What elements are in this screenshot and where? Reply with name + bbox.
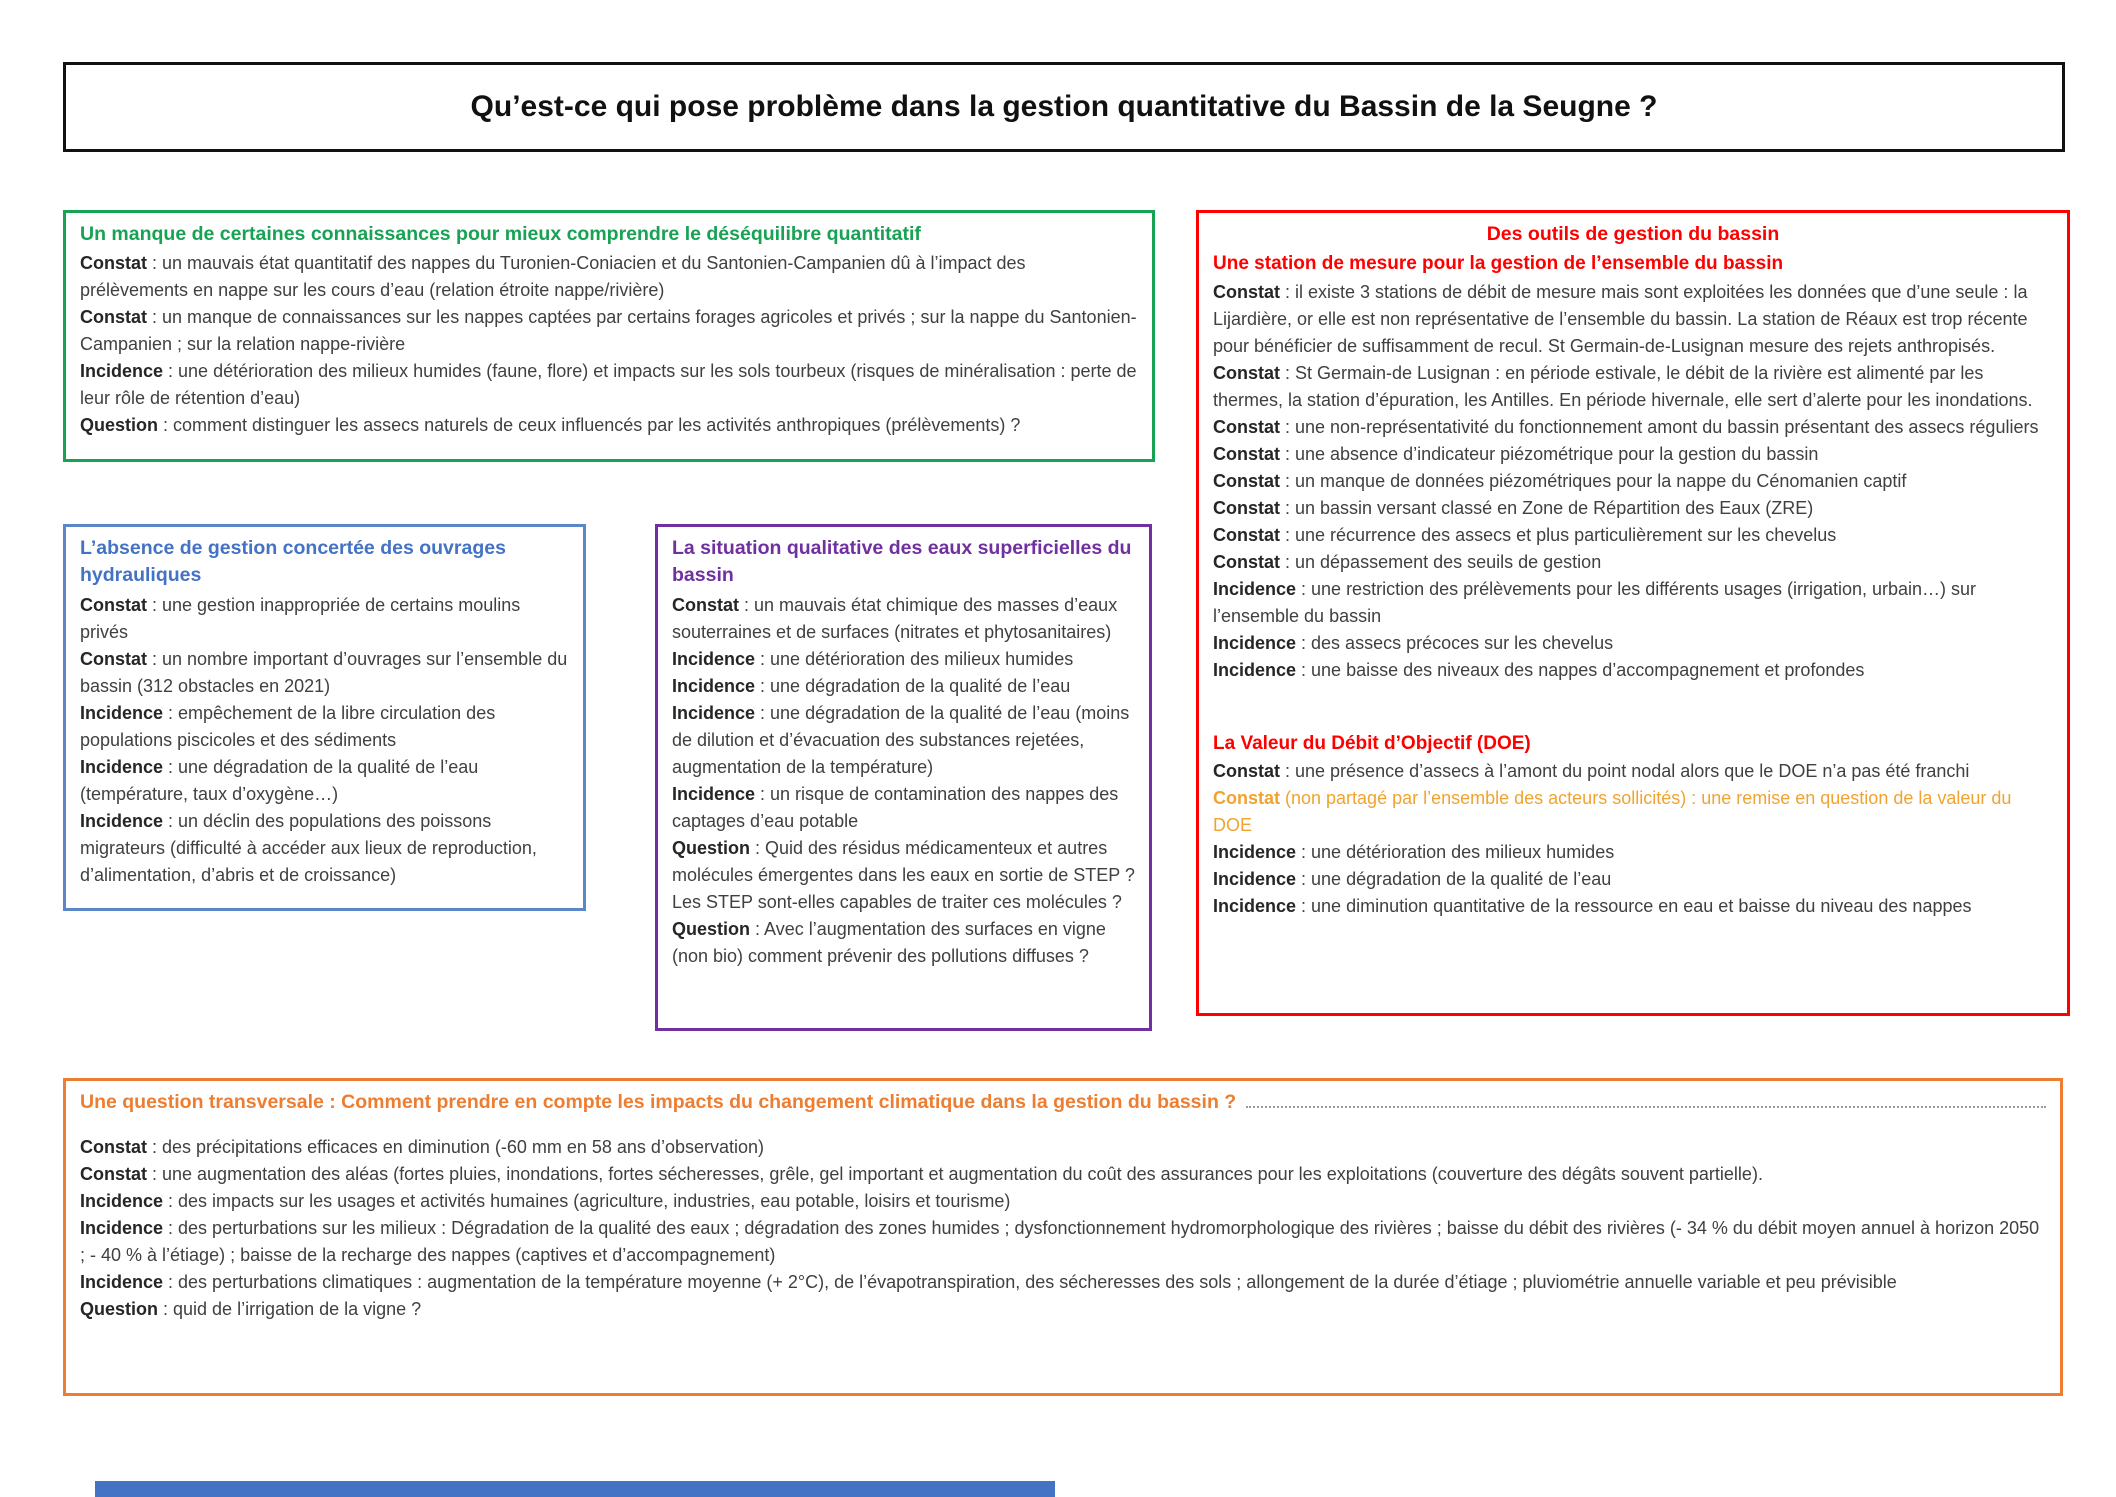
statement-text: : une présence d’assecs à l’amont du point nodal alors que le DOE n’a pas été franchi: [1280, 761, 1970, 782]
statement-label: Constat: [80, 594, 147, 615]
statement-label: Incidence: [1213, 869, 1297, 890]
statement-line: [672, 781, 1135, 835]
basin-tools-box: [1196, 210, 2070, 1016]
bottom-blue-bar: [95, 1481, 1055, 1497]
statement-label: Constat: [80, 253, 147, 274]
statement-line: [80, 646, 569, 700]
statement-line: [1213, 893, 2053, 920]
statement-text: : un bassin versant classé en Zone de Répartition des Eaux (ZRE): [1280, 497, 1814, 518]
statement-line: [1213, 839, 2053, 866]
statement-label: Incidence: [80, 810, 164, 831]
statement-line: [1213, 549, 2053, 576]
statement-label: Constat: [1213, 788, 1280, 809]
statement-text: : une restriction des prélèvements pour les différents usages (irrigation, urbain…) sur l’ensemble du bassin: [1213, 578, 1977, 626]
statement-line: [80, 1161, 2046, 1188]
statement-line: [80, 1269, 2046, 1296]
statement-line: [80, 808, 569, 889]
statement-label: Incidence: [1213, 896, 1297, 917]
statement-label: Constat: [1213, 497, 1280, 518]
statement-line: [1213, 630, 2053, 657]
statement-label: Question: [80, 415, 159, 436]
statement-text: : un mauvais état chimique des masses d’eaux souterraines et de surfaces (nitrates et phytosanitaires): [672, 594, 1118, 642]
statement-text: : une baisse des niveaux des nappes d’accompagnement et profondes: [1296, 659, 1865, 680]
statement-text: : un risque de contamination des nappes des captages d’eau potable: [672, 783, 1119, 831]
statement-label: Incidence: [1213, 578, 1297, 599]
statement-text: : Avec l’augmentation des surfaces en vigne (non bio) comment prévenir des pollutions diffuses ?: [672, 918, 1106, 966]
statement-label: Incidence: [672, 702, 756, 723]
statement-text: : quid de l’irrigation de la vigne ?: [158, 1299, 422, 1320]
statement-label: Constat: [80, 307, 147, 328]
statement-label: Constat: [1213, 551, 1280, 572]
statement-text: : St Germain-de Lusignan : en période estivale, le débit de la rivière est alimenté par les thermes, la station d’épuration, les Antilles. En période hivernale, elle sert d’alerte pour les inondations.: [1213, 362, 2033, 410]
statement-text: (non partagé par l’ensemble des acteurs sollicités) : une remise en question de la valeur du DOE: [1213, 788, 2012, 836]
statement-label: Incidence: [672, 783, 756, 804]
statement-line: [672, 646, 1135, 673]
statement-line: [1213, 866, 2053, 893]
statement-label: Incidence: [672, 675, 756, 696]
basin-tools-box-title: Des outils de gestion du bassin: [1486, 223, 1780, 245]
statement-label: Constat: [1213, 761, 1280, 782]
knowledge-gap-box-title: Un manque de certaines connaissances pour mieux comprendre le déséquilibre quantitatif: [80, 223, 921, 245]
climate-question-box: [63, 1078, 2063, 1396]
statement-label: Incidence: [1213, 632, 1297, 653]
page-title: Qu’est-ce qui pose problème dans la gestion quantitative du Bassin de la Seugne ?: [470, 90, 1658, 123]
statement-text: : une augmentation des aléas (fortes pluies, inondations, fortes sécheresses, grêle, gel important et augmentation du coût des assurances pour les exploitations (couverture des dégâts souvent partielle).: [147, 1164, 1763, 1185]
statement-line: [80, 700, 569, 754]
statement-label: Constat: [1213, 416, 1280, 437]
statement-line: [1213, 657, 2053, 684]
statement-text: : une non-représentativité du fonctionnement amont du bassin présentant des assecs réguliers: [1280, 416, 2039, 437]
statement-text: : un nombre important d’ouvrages sur l’ensemble du bassin (312 obstacles en 2021): [80, 648, 568, 696]
station-section-body: [1213, 279, 2053, 684]
knowledge-gap-box-body: [80, 250, 1138, 439]
statement-text: : des perturbations climatiques : augmentation de la température moyenne (+ 2°C), de l’évapotranspiration, des sécheresses des sols ; allongement de la durée d’étiage ; pluviométrie annuelle variable et peu prévisible: [163, 1272, 1897, 1293]
statement-label: Question: [672, 918, 751, 939]
statement-line: [1213, 758, 2053, 785]
statement-text: : Quid des résidus médicamenteux et autres molécules émergentes dans les eaux en sortie de STEP ? Les STEP sont-elles capables de traiter ces molécules ?: [672, 837, 1135, 912]
statement-text: : des perturbations sur les milieux : Dégradation de la qualité des eaux ; dégradation des zones humides ; dysfonctionnement hydromorphologique des rivières ; baisse du débit des rivières (- 34 % du débit moyen annuel à horizon 2050 ; - 40 % à l’étiage) ; baisse de la recharge des nappes (captives et d’accompagnement): [80, 1218, 2040, 1266]
statement-line: [80, 754, 569, 808]
statement-text: : une détérioration des milieux humides (faune, flore) et impacts sur les sols tourbeux (risques de minéralisation : perte de leur rôle de rétention d’eau): [80, 361, 1137, 409]
water-quality-box-body: [672, 592, 1135, 970]
statement-line: [672, 592, 1135, 646]
statement-label: Incidence: [80, 702, 164, 723]
water-quality-box: [655, 524, 1152, 1031]
statement-text: : un manque de connaissances sur les nappes captées par certains forages agricoles et privés ; sur la nappe du Santonien-Campanien ; sur la relation nappe-rivière: [80, 307, 1137, 355]
statement-line: [672, 835, 1135, 916]
statement-label: Incidence: [80, 1272, 164, 1293]
statement-label: Incidence: [1213, 842, 1297, 863]
statement-label: Incidence: [1213, 659, 1297, 680]
statement-label: Constat: [1213, 470, 1280, 491]
statement-line: [80, 1296, 2046, 1323]
statement-text: : une dégradation de la qualité de l’eau: [755, 675, 1071, 696]
statement-line: [1213, 468, 2053, 495]
water-quality-box-title: La situation qualitative des eaux superficielles du bassin: [672, 537, 1132, 587]
statement-line: [672, 700, 1135, 781]
hydraulic-structures-box: [63, 524, 586, 911]
statement-line: [80, 358, 1138, 412]
statement-line: [80, 1215, 2046, 1269]
statement-text: : une dégradation de la qualité de l’eau (température, taux d’oxygène…): [80, 756, 479, 804]
statement-text: : un mauvais état quantitatif des nappes du Turonien-Coniacien et du Santonien-Campanien dû à l’impact des prélèvements en nappe sur les cours d’eau (relation étroite nappe/rivière): [80, 253, 1026, 301]
doe-section-title: La Valeur du Débit d’Objectif (DOE): [1213, 732, 1531, 754]
station-section-title: Une station de mesure pour la gestion de l’ensemble du bassin: [1213, 253, 1784, 275]
statement-text: : une détérioration des milieux humides: [755, 648, 1074, 669]
statement-label: Incidence: [672, 648, 756, 669]
statement-line: [1213, 441, 2053, 468]
statement-label: Question: [672, 837, 751, 858]
statement-line: [672, 916, 1135, 970]
statement-text: : un déclin des populations des poissons migrateurs (difficulté à accéder aux lieux de reproduction, d’alimentation, d’abris et de croissance): [80, 810, 537, 885]
statement-label: Constat: [1213, 524, 1280, 545]
statement-text: : empêchement de la libre circulation des populations piscicoles et des sédiments: [80, 702, 496, 750]
statement-text: : une absence d’indicateur piézométrique pour la gestion du bassin: [1280, 443, 1819, 464]
statement-line: [80, 412, 1138, 439]
statement-text: : des impacts sur les usages et activités humaines (agriculture, industries, eau potable, loisirs et tourisme): [163, 1191, 1011, 1212]
statement-text: : il existe 3 stations de débit de mesure mais sont exploitées les données que d’une seule : la Lijardière, or elle est non représentative de l’ensemble du bassin. La station de Réaux est trop récente pour bénéficier de suffisamment de recul. St Germain-de-Lusignan mesure des rejets anthropisés.: [1213, 281, 2028, 356]
statement-text: : des assecs précoces sur les chevelus: [1296, 632, 1614, 653]
statement-label: Question: [80, 1299, 159, 1320]
climate-question-box-title: Une question transversale : Comment prendre en compte les impacts du changement climatique dans la gestion du bassin ?: [80, 1091, 1237, 1113]
statement-label: Incidence: [80, 1191, 164, 1212]
climate-question-title-row: [80, 1089, 2046, 1118]
statement-text: : comment distinguer les assecs naturels de ceux influencés par les activités anthropiques (prélèvements) ?: [158, 415, 1021, 436]
statement-text: : une gestion inappropriée de certains moulins privés: [80, 594, 521, 642]
statement-line: [80, 1134, 2046, 1161]
statement-line: [1213, 785, 2053, 839]
statement-label: Constat: [1213, 362, 1280, 383]
hydraulic-structures-box-body: [80, 592, 569, 889]
statement-text: : une récurrence des assecs et plus particulièrement sur les chevelus: [1280, 524, 1837, 545]
statement-line: [80, 250, 1138, 304]
statement-label: Constat: [672, 594, 739, 615]
statement-label: Constat: [80, 1164, 147, 1185]
statement-label: Constat: [1213, 443, 1280, 464]
statement-text: : une détérioration des milieux humides: [1296, 842, 1615, 863]
statement-label: Incidence: [80, 1218, 164, 1239]
statement-text: : une diminution quantitative de la ressource en eau et baisse du niveau des nappes: [1296, 896, 1972, 917]
statement-line: [672, 673, 1135, 700]
statement-line: [1213, 360, 2053, 414]
statement-line: [1213, 279, 2053, 360]
statement-line: [1213, 522, 2053, 549]
statement-line: [80, 1188, 2046, 1215]
statement-label: Constat: [80, 1137, 147, 1158]
statement-label: Incidence: [80, 361, 164, 382]
title-box: [63, 62, 2065, 152]
statement-line: [1213, 414, 2053, 441]
statement-label: Incidence: [80, 756, 164, 777]
doe-section-body: [1213, 758, 2053, 920]
statement-line: [1213, 576, 2053, 630]
dotted-divider: [1246, 1106, 2046, 1108]
statement-text: : des précipitations efficaces en diminution (-60 mm en 58 ans d’observation): [147, 1137, 764, 1158]
statement-label: Constat: [80, 648, 147, 669]
climate-question-box-body: [80, 1134, 2046, 1323]
statement-line: [80, 592, 569, 646]
statement-line: [1213, 495, 2053, 522]
statement-line: [80, 304, 1138, 358]
knowledge-gap-box: [63, 210, 1155, 462]
statement-text: : un dépassement des seuils de gestion: [1280, 551, 1602, 572]
hydraulic-structures-box-title: L’absence de gestion concertée des ouvrages hydrauliques: [80, 537, 506, 587]
statement-label: Constat: [1213, 281, 1280, 302]
statement-text: : une dégradation de la qualité de l’eau (moins de dilution et d’évacuation des substances rejetées, augmentation de la température): [672, 702, 1130, 777]
statement-text: : un manque de données piézométriques pour la nappe du Cénomanien captif: [1280, 470, 1907, 491]
statement-text: : une dégradation de la qualité de l’eau: [1296, 869, 1612, 890]
